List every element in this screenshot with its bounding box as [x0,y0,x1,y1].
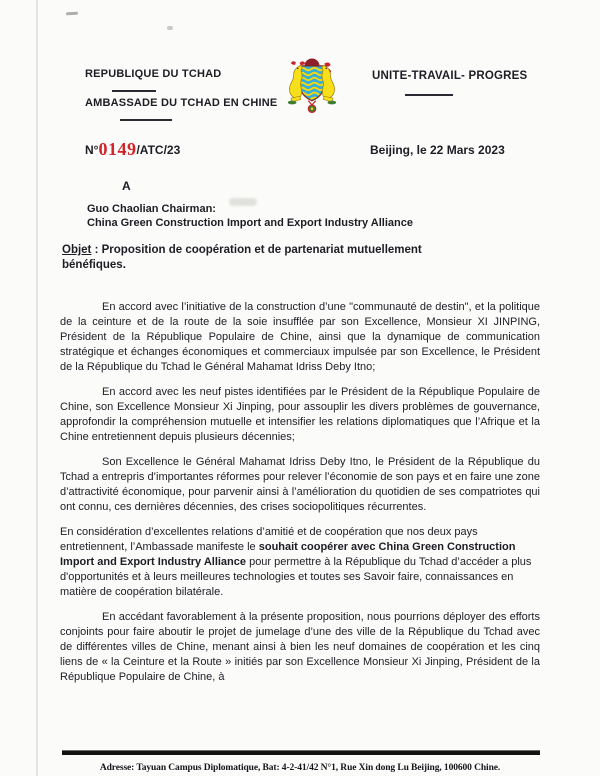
letter-body [60,300,540,685]
paragraph-4-text: En considération d’excellentes relations d’amitié et de coopération que nos deux pays entretiennent, l’Ambassade manifeste le [60,526,478,553]
scan-edge-artifact [36,0,38,776]
scan-artifact [66,12,78,16]
subject-label: Objet [62,244,92,256]
reference-line [85,139,180,160]
embassy-title: AMBASSADE DU TCHAD EN CHINE [85,97,278,109]
body-paragraph-1: En accord avec l’initiative de la construction d’une "communauté de destin", et la politique de la ceinture et de la route de la soie insufflée par son Excellence, Monsieur XI JINPING, Président de la République Populaire de Chine, ainsi que la dynamique de communication stratégique et échanges économiques et commerciaux impulsée par son Excellence, le Président de la République du Tchad le Général Mahamat Idriss Deby Itno; [60,301,540,373]
footer-address: Adresse: Tayuan Campus Diplomatique, Bat: 4-2-41/42 N°1, Rue Xin dong Lu Beijing, 100600 Chine. [99,763,501,773]
body-paragraph-2: En accord avec les neuf pistes identifiées par le Président de la République Populaire de Chine, son Excellence Monsieur Xi Jinping, pour assouplir les divers problèmes de gouvernance, approfondir la compréhension mutuelle et intensifier les relations diplomatiques que l’Afrique et la Chine entretiennent depuis plusieurs décennies; [60,386,540,443]
addressee-organization: China Green Construction Import and Export Industry Alliance [87,217,413,229]
medal [308,101,315,113]
paragraph-4-text-after: pour permettre à la République du Tchad d’accéder a plus d'opportunités et à leurs meilleures technologies et toutes ses Savoir faire, connaissances en matière de coopération bilatérale. [60,556,532,598]
reference-suffix: /ATC/23 [136,143,181,157]
national-motto: UNITE-TRAVAIL- PROGRES [372,70,528,82]
republic-underline [112,90,156,92]
body-paragraph-4 [60,525,540,600]
body-paragraph-5: En accédant favorablement à la présente proposition, nous pourrions déployer des efforts conjoints pour faire aboutir le projet de jumelage d’une des ville de la République du Tchad avec de différentes villes de Chine, menant ainsi à bien les neuf domaines de coopération et les cinq liens de « la Ceinture et la Route » initiés par son Excellence Monsieur Xi Jinping, Président de la République Populaire de Chine, à [60,611,540,683]
paragraph-4-bold-phrase: souhait coopérer avec China Green Construction Import and Export Industry Alliance [60,541,516,568]
reference-prefix: N° [85,143,99,157]
addressee-name: Guo Chaolian Chairman: [87,203,216,215]
subject-line [62,243,474,273]
subject-text: Proposition de coopération et de partenariat mutuellement bénéfiques. [62,244,422,271]
motto-underline [405,94,453,96]
subject-separator: : [91,244,102,256]
republic-title: REPUBLIQUE DU TCHAD [85,68,222,80]
scan-artifact [167,26,173,30]
lion-supporter [322,63,336,105]
scan-artifact [229,198,257,206]
footer-rule [62,750,540,755]
addressee-salutation: A [122,179,131,193]
reference-number: 0149 [98,139,137,159]
embassy-underline [120,119,172,121]
chad-coat-of-arms-icon [281,57,343,117]
dateline: Beijing, le 22 Mars 2023 [370,143,505,157]
body-paragraph-3: Son Excellence le Général Mahamat Idriss Deby Itno, le Président de la République du Tchad a entrepris d’importantes réformes pour relever l’économie de son pays et en faire une zone d’attractivité économique, pour parvenir ainsi à l’amélioration du quotidien de ses compatriotes qui ont connu, ces dernières décennies, des crises sociopolitiques récurrentes. [60,456,540,513]
